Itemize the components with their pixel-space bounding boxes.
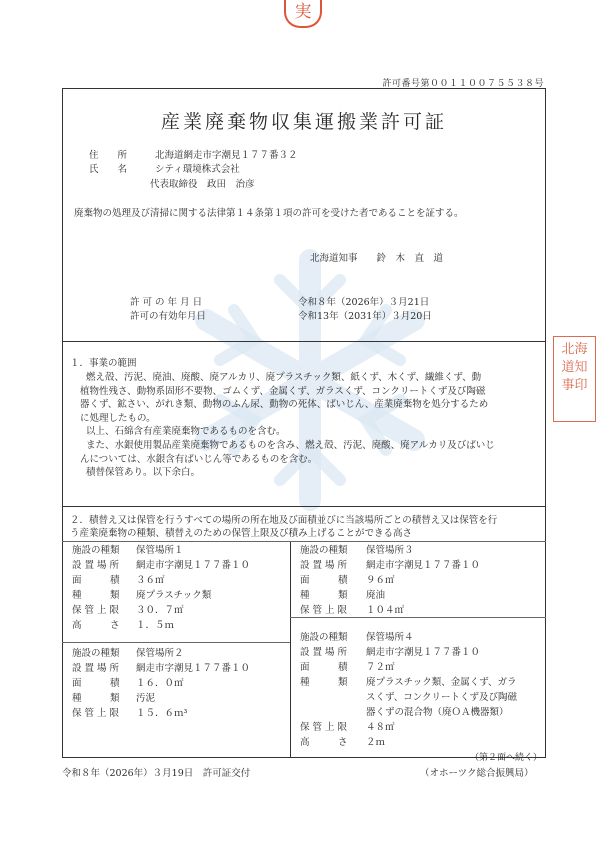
limit-label: 保 管 上 限 xyxy=(72,708,120,719)
certification-text: 廃棄物の処理及び清掃に関する法律第１４条第１項の許可を受けた者であることを証する。 xyxy=(74,208,464,219)
area-label: 面 積 xyxy=(300,575,348,586)
row-line xyxy=(62,642,290,643)
kind-value-line: 器くずの混合物（廃ＯＡ機器類） xyxy=(366,707,509,718)
area-value: ９６㎡ xyxy=(366,575,395,586)
scope-heading: １．事業の範囲 xyxy=(70,358,137,369)
governor-seal xyxy=(553,336,596,422)
facility-type-label: 施設の種類 xyxy=(300,632,348,643)
facility-type-value: 保管場所３ xyxy=(366,545,414,556)
address-value: 北海道網走市字潮見１７７番３２ xyxy=(155,150,298,161)
area-value: ３６㎡ xyxy=(136,575,165,586)
location-value: 網走市字潮見１７７番１０ xyxy=(366,647,481,658)
area-value: ７２㎡ xyxy=(366,662,395,673)
kind-label: 種 類 xyxy=(72,590,120,601)
kind-label: 種 類 xyxy=(72,693,120,704)
row-line xyxy=(290,617,546,618)
address-label: 住 所 xyxy=(89,150,128,161)
scope-line: んについては、水銀含有ばいじん等であるものを含む。 xyxy=(80,453,318,465)
limit-value: １５．６ｍ³ xyxy=(136,708,188,719)
name-label: 氏 名 xyxy=(89,164,128,175)
limit-value: ３０．７㎡ xyxy=(136,605,184,616)
continued-note: （第２面へ続く） xyxy=(470,753,543,763)
location-value: 網走市字潮見１７７番１０ xyxy=(136,560,251,571)
scope-line: 積替保管あり。以下余白。 xyxy=(86,467,201,479)
height-label: 高 さ xyxy=(300,737,348,748)
scope-line: に処理したもの。 xyxy=(80,412,156,424)
location-label: 設 置 場 所 xyxy=(300,560,348,571)
kind-value-line: スくず、コンクリートくず及び陶磁 xyxy=(366,692,518,703)
facility-type-value: 保管場所２ xyxy=(136,648,184,659)
issuer: （オホーツク総合振興局） xyxy=(420,768,534,779)
kind-value-line: 廃プラスチック類、金属くず、ガラ xyxy=(366,677,517,688)
permit-date-label: 許 可 の 年 月 日 xyxy=(130,297,203,308)
facility-type-label: 施設の種類 xyxy=(72,648,120,659)
permit-number: 許可番号第００１１００７５５３８号 xyxy=(382,79,544,89)
scope-text xyxy=(80,371,540,480)
area-label: 面 積 xyxy=(72,575,120,586)
limit-label: 保 管 上 限 xyxy=(300,722,348,733)
location-label: 設 置 場 所 xyxy=(72,560,120,571)
area-label: 面 積 xyxy=(300,662,348,673)
location-label: 設 置 場 所 xyxy=(72,663,120,674)
height-value: １．５ｍ xyxy=(136,620,175,631)
divider xyxy=(62,506,546,507)
limit-label: 保 管 上 限 xyxy=(72,605,120,616)
seal-text: 北海道知事印 xyxy=(561,342,588,393)
area-label: 面 積 xyxy=(72,678,120,689)
facility-type-value: 保管場所４ xyxy=(366,632,414,643)
scope-line: 以上、石綿含有産業廃棄物であるものを含む。 xyxy=(86,426,286,438)
scope-line: 器くず、鉱さい、がれき類、動物のふん尿、動物の死体、ばいじん、産業廃棄物を処分するため xyxy=(80,399,489,411)
height-label: 高 さ xyxy=(72,620,120,631)
kind-value: 汚泥 xyxy=(136,693,156,704)
location-label: 設 置 場 所 xyxy=(300,647,348,658)
issue-date: 令和８年（2026年）３月19日 許可証交付 xyxy=(62,768,251,779)
area-value: １６．０㎡ xyxy=(136,678,184,689)
certificate-title: 産業廃棄物収集運搬業許可証 xyxy=(160,111,447,133)
validity-label: 許可の有効年月日 xyxy=(130,311,207,322)
name-value: シティ環境株式会社 xyxy=(155,164,240,175)
permit-date-value: 令和８年（2026年）３月21日 xyxy=(298,297,430,308)
location-value: 網走市字潮見１７７番１０ xyxy=(366,560,481,571)
validity-value: 令和13年（2031年）３月20日 xyxy=(298,311,432,322)
location-value: 網走市字潮見１７７番１０ xyxy=(136,663,251,674)
limit-label: 保 管 上 限 xyxy=(300,605,348,616)
height-value: ２ｍ xyxy=(366,737,386,748)
scope-line: また、水銀使用製品産業廃棄物であるものを含み、燃え殻、汚泥、廃酸、廃アルカリ及びばいじ xyxy=(86,439,495,451)
storage-heading-line1: ２．積替え又は保管を行うすべての場所の所在地及び面積並びに当該場所ごとの積替え又は保管を行 xyxy=(70,515,498,526)
limit-value: ４８㎡ xyxy=(366,722,395,733)
column-divider xyxy=(290,541,291,758)
representative: 代表取締役 政田 治彦 xyxy=(150,179,255,190)
scope-line: 燃え殻、汚泥、廃油、廃酸、廃アルカリ、廃プラスチック類、紙くず、木くず、繊維くず、動 xyxy=(86,372,482,383)
divider xyxy=(62,341,546,342)
facility-type-label: 施設の種類 xyxy=(72,545,120,556)
limit-value: １０４㎡ xyxy=(366,605,405,616)
scope-line: 植物性残さ、動物系固形不要物、ゴムくず、金属くず、ガラスくず、コンクリートくず及び陶磁 xyxy=(80,385,486,397)
kind-label: 種 類 xyxy=(300,590,348,601)
kind-label: 種 類 xyxy=(300,677,348,688)
kind-value: 廃プラスチック類 xyxy=(136,590,212,601)
storage-heading-line2: う産業廃棄物の種類、積替えのための保管上限及び積み上げることができる高さ xyxy=(70,528,413,539)
facility-type-label: 施設の種類 xyxy=(300,545,348,556)
kind-value: 廃油 xyxy=(366,590,386,601)
top-seal: 実 xyxy=(284,0,322,28)
facility-type-value: 保管場所１ xyxy=(136,545,184,556)
table-top-line xyxy=(62,541,546,542)
governor: 北海道知事 鈴 木 直 道 xyxy=(310,253,444,264)
